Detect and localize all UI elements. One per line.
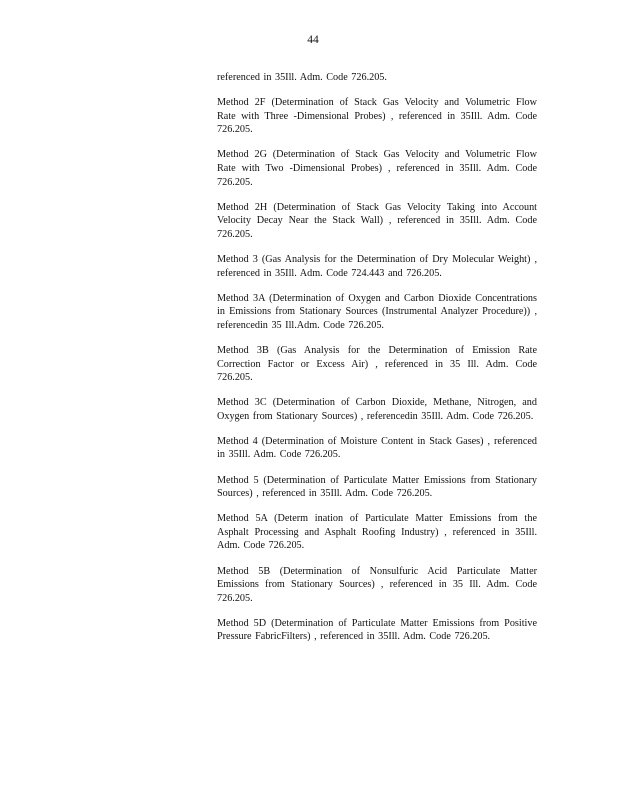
paragraph-method-5d: Method 5D (Determination of Particulate Matter Emissions from Positive Pressure FabricFilters) , referenced in 35Ill. Adm. Code 726.205. (217, 617, 537, 643)
paragraph-method-3: Method 3 (Gas Analysis for the Determination of Dry Molecular Weight) , referenced in 35Ill. Adm. Code 724.443 and 726.205. (217, 253, 537, 279)
paragraph-method-5: Method 5 (Determination of Particulate Matter Emissions from Stationary Sources) , referenced in 35Ill. Adm. Code 726.205. (217, 474, 537, 500)
paragraph-method-5b: Method 5B (Determination of Nonsulfuric Acid Particulate Matter Emissions from Stationary Sources) , referenced in 35 Ill. Adm. Code 726.205. (217, 565, 537, 604)
paragraph-method-3c: Method 3C (Determination of Carbon Dioxide, Methane, Nitrogen, and Oxygen from Stationary Sources) , referencedin 35Ill. Adm. Code 726.205. (217, 397, 537, 422)
paragraph-method-2f: Method 2F (Determination of Stack Gas Velocity and Volumetric Flow Rate with Three -Dimensional Probes) , referenced in 35Ill. Adm. Code 726.205. (217, 97, 537, 136)
paragraph-method-5a: Method 5A (Determ ination of Particulate Matter Emissions from the Asphalt Processing and Asphalt Roofing Industry) , referenced in 35Ill. Adm. Code 726.205. (217, 513, 537, 552)
document-body (217, 71, 537, 644)
paragraph-continuation: referenced in 35Ill. Adm. Code 726.205. (217, 72, 387, 83)
paragraph-method-3a: Method 3A (Determination of Oxygen and Carbon Dioxide Concentrations in Emissions from Stationary Sources (Instrumental Analyzer Procedure)) , referencedin 35 Ill.Adm. Code 726.205. (217, 292, 537, 331)
paragraph-method-4: Method 4 (Determination of Moisture Content in Stack Gases) , referenced in 35Ill. Adm. Code 726.205. (217, 435, 537, 461)
paragraph-method-2h: Method 2H (Determination of Stack Gas Velocity Taking into Account Velocity Decay Near the Stack Wall) , referenced in 35Ill. Adm. Code 726.205. (217, 201, 537, 240)
page-number: 44 (307, 34, 319, 46)
paragraph-method-3b: Method 3B (Gas Analysis for the Determination of Emission Rate Correction Factor or Excess Air) , referenced in 35 Ill. Adm. Code 726.205. (217, 344, 537, 384)
paragraph-method-2g: Method 2G (Determination of Stack Gas Velocity and Volumetric Flow Rate with Two -Dimensional Probes) , referenced in 35Ill. Adm. Code 726.205. (217, 149, 537, 188)
